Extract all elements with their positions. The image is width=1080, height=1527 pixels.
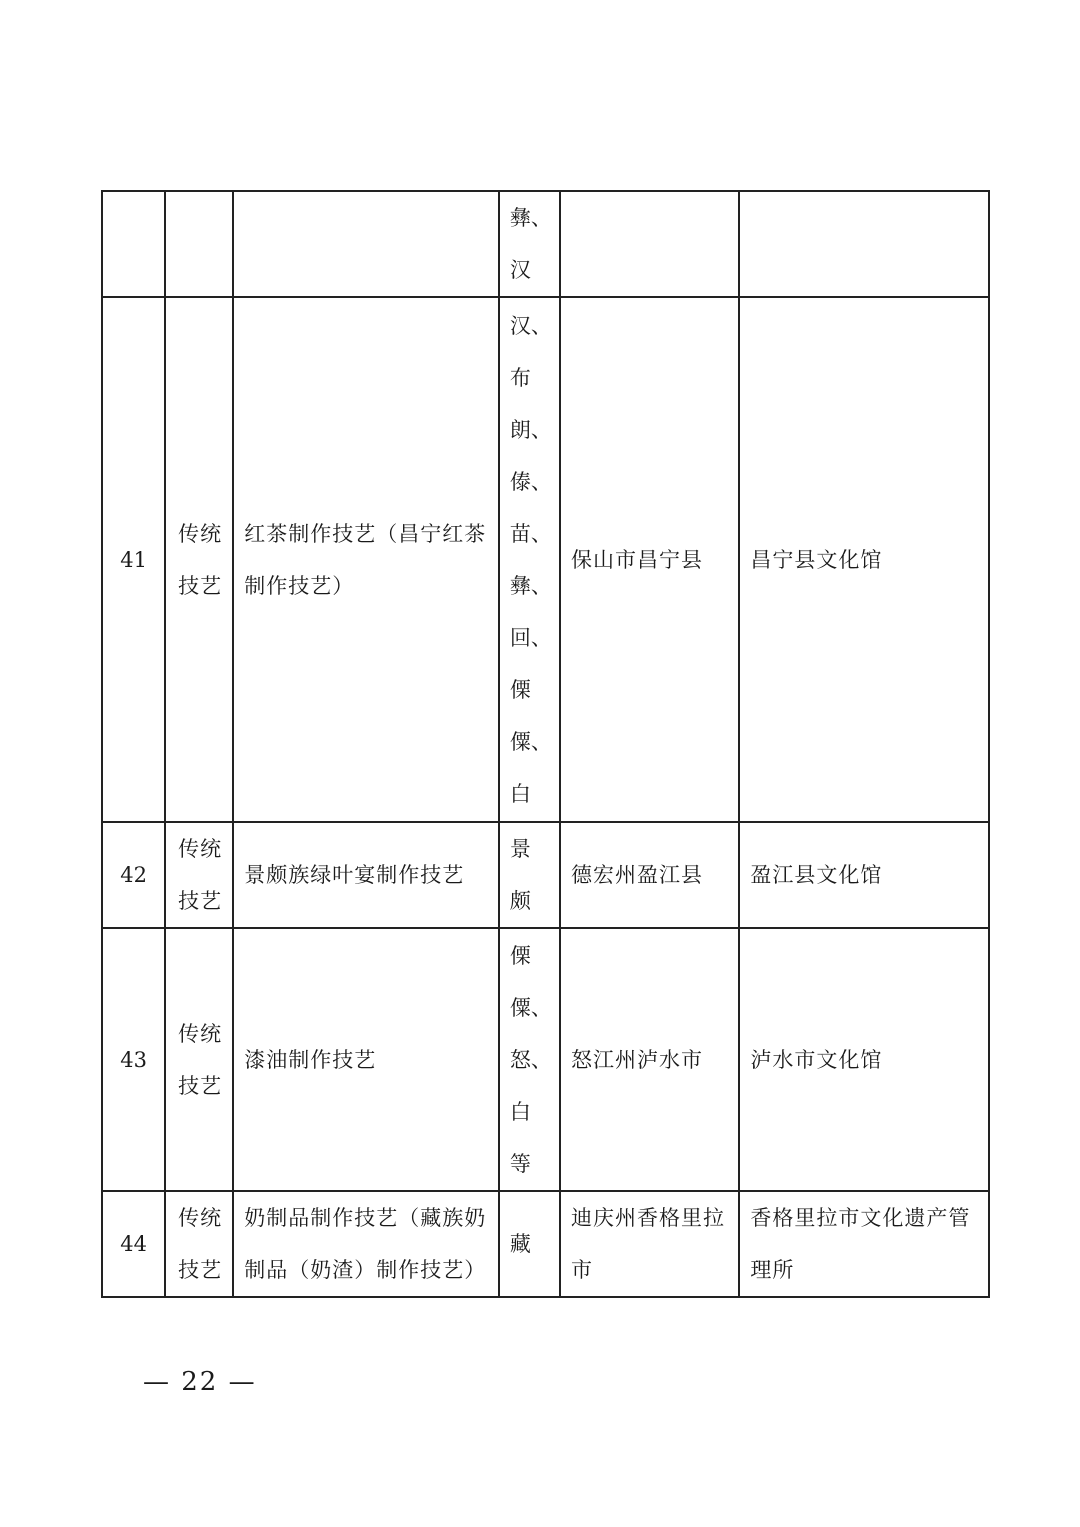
category-cell [165,822,233,928]
project-name-cell [233,928,499,1191]
unit-text: 香格里拉市文化遗产管理所 [750,1206,971,1282]
item-number: 41 [102,297,165,822]
project-name-cell [233,1191,499,1297]
area-text: 迪庆州香格里拉市 [571,1206,725,1282]
category-cell [165,1191,233,1297]
area-text: 保山市昌宁县 [571,547,703,572]
table-row [102,297,989,822]
category-text: 传统技艺 [178,1021,223,1098]
ethnicity-cell [499,928,560,1191]
area-text: 德宏州盈江县 [571,863,703,887]
category-text: 传统技艺 [178,1206,223,1282]
area-cell [560,928,739,1191]
project-name: 景颇族绿叶宴制作技艺 [244,863,465,887]
table-row [102,191,989,297]
table-row [102,822,989,928]
unit-text: 泸水市文化馆 [750,1047,883,1072]
area-cell [560,191,739,297]
ethnicity-text: 汉、布朗、傣、苗、彝、回、傈僳、白 [509,313,552,806]
unit-cell [739,297,989,822]
category-cell [165,297,233,822]
project-name: 红茶制作技艺（昌宁红茶制作技艺） [244,521,487,598]
ethnicity-cell [499,297,560,822]
item-number: 43 [102,928,165,1191]
category-text: 传统技艺 [178,521,223,598]
unit-cell [739,822,989,928]
unit-text: 盈江县文化馆 [750,863,883,887]
unit-cell [739,191,989,297]
area-cell [560,1191,739,1297]
unit-cell [739,1191,989,1297]
ethnicity-cell [499,822,560,928]
table-row [102,1191,989,1297]
area-cell [560,822,739,928]
item-number: 42 [102,822,165,928]
area-cell [560,297,739,822]
project-name-cell [233,822,499,928]
category-cell [165,191,233,297]
project-name: 漆油制作技艺 [244,1047,377,1072]
item-number [102,191,165,297]
project-name-cell [233,191,499,297]
item-number: 44 [102,1191,165,1297]
page-number: — 22 — [143,1367,257,1397]
unit-text: 昌宁县文化馆 [750,547,883,572]
ethnicity-text: 傈僳、怒、白等 [509,943,552,1176]
project-name-cell [233,297,499,822]
heritage-table [101,190,990,1298]
area-text: 怒江州泸水市 [571,1047,703,1072]
project-name: 奶制品制作技艺（藏族奶制品（奶渣）制作技艺） [244,1206,487,1282]
ethnicity-text: 彝、汉 [509,206,552,282]
unit-cell [739,928,989,1191]
category-cell [165,928,233,1191]
table-row [102,928,989,1191]
ethnicity-text: 景颇 [509,837,531,913]
ethnicity-text: 藏 [509,1232,531,1256]
ethnicity-cell [499,191,560,297]
category-text: 传统技艺 [178,837,223,913]
ethnicity-cell [499,1191,560,1297]
